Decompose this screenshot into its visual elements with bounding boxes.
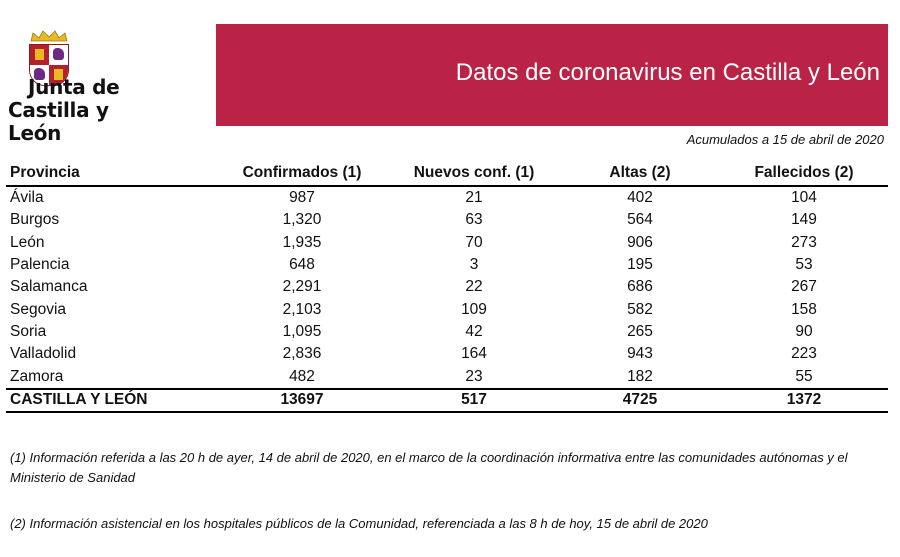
cell-altas: 564 bbox=[627, 211, 653, 229]
logo-text bbox=[8, 76, 168, 145]
logo-line-1: Junta de bbox=[28, 75, 120, 99]
header-altas: Altas (2) bbox=[560, 161, 720, 186]
header-provincia: Provincia bbox=[6, 161, 216, 186]
table-row bbox=[6, 186, 888, 209]
provinces-table bbox=[6, 161, 888, 413]
cell-confirmados: 1,320 bbox=[282, 211, 322, 229]
cell-altas: 402 bbox=[627, 189, 653, 207]
table-row bbox=[6, 209, 888, 231]
header-nuevos: Nuevos conf. (1) bbox=[388, 161, 560, 186]
cell-provincia: Salamanca bbox=[10, 278, 88, 296]
cell-nuevos: 70 bbox=[465, 233, 483, 251]
cell-provincia: Ávila bbox=[10, 189, 44, 207]
cell-confirmados: 2,291 bbox=[282, 278, 322, 296]
cell-altas: 265 bbox=[627, 322, 653, 340]
cell-fallecidos: 158 bbox=[791, 300, 817, 318]
cell-confirmados: 1,095 bbox=[282, 322, 322, 340]
footnote-1: (1) Información referida a las 20 h de ayer, 14 de abril de 2020, en el marco de la coordinación informativa entre las comunidades autónomas y el Ministerio de Sanidad bbox=[10, 450, 848, 485]
cell-provincia: Zamora bbox=[10, 367, 64, 385]
total-nuevos: 517 bbox=[388, 389, 560, 412]
page-title: Datos de coronavirus en Castilla y León bbox=[455, 59, 880, 86]
cell-fallecidos: 273 bbox=[791, 233, 817, 251]
cell-nuevos: 21 bbox=[465, 189, 483, 207]
table-row bbox=[6, 276, 888, 298]
junta-logo bbox=[8, 30, 168, 145]
table-row bbox=[6, 232, 888, 254]
table-row bbox=[6, 254, 888, 276]
cell-fallecidos: 90 bbox=[795, 322, 813, 340]
cell-nuevos: 63 bbox=[465, 211, 483, 229]
cell-confirmados: 2,836 bbox=[282, 345, 322, 363]
table-total-row bbox=[6, 389, 888, 412]
cell-provincia: Soria bbox=[10, 322, 47, 340]
cell-fallecidos: 223 bbox=[791, 345, 817, 363]
cell-nuevos: 23 bbox=[465, 367, 483, 385]
cell-nuevos: 3 bbox=[469, 256, 479, 274]
cell-provincia: León bbox=[10, 233, 45, 251]
cell-altas: 943 bbox=[627, 345, 653, 363]
total-altas: 4725 bbox=[560, 389, 720, 412]
cell-provincia: Segovia bbox=[10, 300, 67, 318]
table-row bbox=[6, 298, 888, 320]
cell-provincia: Palencia bbox=[10, 256, 70, 274]
header-fallecidos: Fallecidos (2) bbox=[720, 161, 888, 186]
cell-confirmados: 648 bbox=[289, 256, 315, 274]
cell-confirmados: 2,103 bbox=[282, 300, 322, 318]
footnote-2: (2) Información asistencial en los hospitales públicos de la Comunidad, referenciada a las 8 h de hoy, 15 de abril de 2020 bbox=[10, 516, 708, 531]
cell-altas: 195 bbox=[627, 256, 653, 274]
cell-confirmados: 482 bbox=[289, 367, 315, 385]
cell-confirmados: 987 bbox=[289, 189, 315, 207]
cell-nuevos: 42 bbox=[465, 322, 483, 340]
cell-altas: 906 bbox=[627, 233, 653, 251]
cell-fallecidos: 104 bbox=[791, 189, 817, 207]
table-row bbox=[6, 321, 888, 343]
header-confirmados: Confirmados (1) bbox=[216, 161, 388, 186]
cell-altas: 182 bbox=[627, 367, 653, 385]
date-subtitle: Acumulados a 15 de abril de 2020 bbox=[686, 132, 884, 147]
cell-nuevos: 164 bbox=[461, 345, 487, 363]
table-header-row bbox=[6, 161, 888, 186]
cell-nuevos: 109 bbox=[461, 300, 487, 318]
crown-icon bbox=[29, 30, 69, 42]
cell-altas: 686 bbox=[627, 278, 653, 296]
table-row bbox=[6, 365, 888, 388]
cell-fallecidos: 55 bbox=[795, 367, 813, 385]
total-fallecidos: 1372 bbox=[720, 389, 888, 412]
cell-provincia: Valladolid bbox=[10, 345, 77, 363]
table-row bbox=[6, 343, 888, 365]
cell-fallecidos: 53 bbox=[795, 256, 813, 274]
cell-altas: 582 bbox=[627, 300, 653, 318]
cell-fallecidos: 267 bbox=[791, 278, 817, 296]
cell-confirmados: 1,935 bbox=[282, 233, 322, 251]
cell-fallecidos: 149 bbox=[791, 211, 817, 229]
total-confirmados: 13697 bbox=[216, 389, 388, 412]
cell-provincia: Burgos bbox=[10, 211, 60, 229]
logo-line-2: Castilla y León bbox=[8, 98, 109, 145]
cell-nuevos: 22 bbox=[465, 278, 483, 296]
title-banner bbox=[216, 24, 888, 126]
total-label: CASTILLA Y LEÓN bbox=[6, 389, 216, 412]
